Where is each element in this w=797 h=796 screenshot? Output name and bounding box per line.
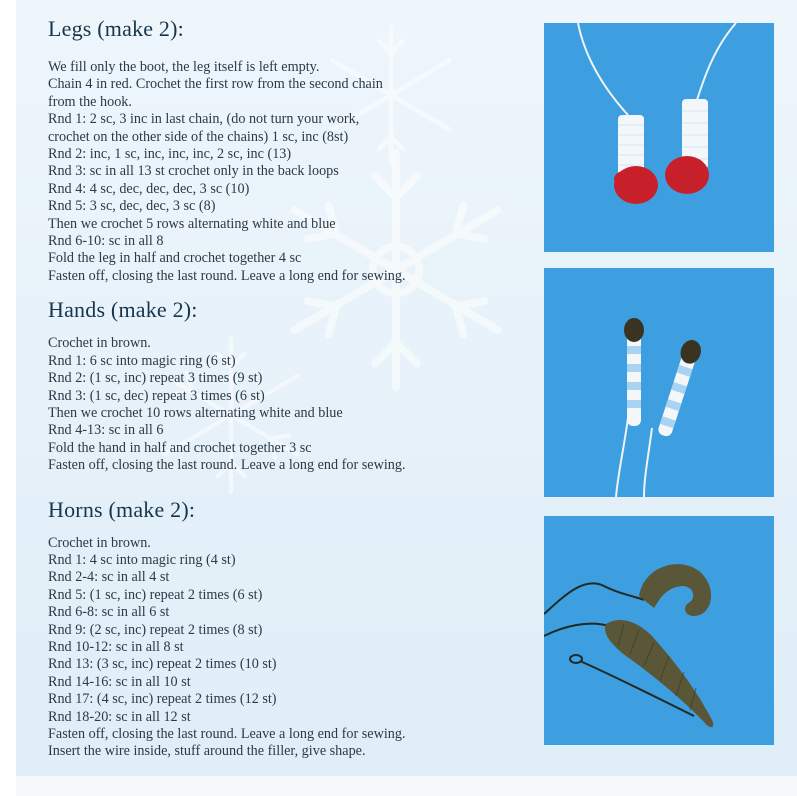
instruction-line: Rnd 10-12: sc in all 8 st — [48, 638, 184, 655]
instruction-line: Then we crochet 10 rows alternating white and blue — [48, 404, 343, 421]
instruction-line: from the hook. — [48, 93, 132, 110]
instruction-line: Fasten off, closing the last round. Leave a long end for sewing. — [48, 726, 406, 742]
instruction-line: Fold the hand in half and crochet together 3 sc — [48, 439, 312, 456]
section-title: Legs (make 2): — [48, 16, 184, 41]
instruction-line: Fold the leg in half and crochet together 4 sc — [48, 250, 302, 267]
instruction-line: Rnd 14-16: sc in all 10 st — [48, 673, 191, 690]
horns-photo — [544, 516, 774, 745]
instruction-line: Rnd 5: 3 sc, dec, dec, 3 sc (8) — [48, 198, 216, 215]
instruction-line: Rnd 1: 6 sc into magic ring (6 st) — [48, 352, 236, 369]
instruction-line: Rnd 2: (1 sc, inc) repeat 3 times (9 st) — [48, 370, 263, 387]
instruction-line: Insert the wire inside, stuff around the filler, give shape. — [48, 743, 366, 760]
hands-photo — [544, 268, 774, 497]
instruction-line: Rnd 3: (1 sc, dec) repeat 3 times (6 st) — [48, 387, 265, 404]
instruction-line: Rnd 5: (1 sc, inc) repeat 2 times (6 st) — [48, 586, 263, 603]
instruction-line: Then we crochet 5 rows alternating white and blue — [48, 215, 336, 232]
section-horns — [48, 497, 528, 761]
section-legs — [48, 16, 528, 285]
section-title: Horns (make 2): — [48, 496, 196, 522]
instruction-line: Rnd 2: inc, 1 sc, inc, inc, inc, 2 sc, inc (13) — [48, 146, 292, 163]
instruction-line: Crochet in brown. — [48, 335, 151, 352]
instruction-line: Rnd 6-8: sc in all 6 st — [48, 604, 170, 621]
instruction-line: Rnd 2-4: sc in all 4 st — [48, 569, 170, 586]
instruction-line: Rnd 6-10: sc in all 8 — [48, 233, 164, 250]
legs-photo — [544, 23, 774, 252]
instruction-line: Rnd 1: 4 sc into magic ring (4 st) — [48, 551, 236, 568]
instruction-line: We fill only the boot, the leg itself is left empty. — [48, 59, 320, 75]
instructions-column — [48, 16, 528, 761]
instruction-line: Rnd 4-13: sc in all 6 — [48, 422, 164, 439]
instruction-line: Rnd 9: (2 sc, inc) repeat 2 times (8 st) — [48, 621, 263, 638]
section-hands — [48, 297, 528, 474]
instruction-line: Rnd 13: (3 sc, inc) repeat 2 times (10 st) — [48, 656, 277, 673]
instruction-line: Crochet in brown. — [48, 534, 151, 551]
bottom-strip — [16, 776, 797, 796]
instruction-line: Fasten off, closing the last round. Leave a long end for sewing. — [48, 267, 406, 284]
section-title: Hands (make 2): — [48, 297, 198, 323]
instruction-line: Rnd 17: (4 sc, inc) repeat 2 times (12 st) — [48, 691, 277, 708]
instruction-line: crochet on the other side of the chains) 1 sc, inc (8st) — [48, 128, 349, 145]
instruction-line: Chain 4 in red. Crochet the first row from the second chain — [48, 76, 383, 93]
instruction-line: Rnd 18-20: sc in all 12 st — [48, 708, 191, 725]
instruction-line: Rnd 4: 4 sc, dec, dec, dec, 3 sc (10) — [48, 180, 250, 197]
instruction-line: Rnd 1: 2 sc, 3 inc in last chain, (do not turn your work, — [48, 111, 360, 128]
pattern-card — [16, 0, 797, 776]
instruction-line: Fasten off, closing the last round. Leave a long end for sewing. — [48, 457, 406, 474]
instruction-line: Rnd 3: sc in all 13 st crochet only in the back loops — [48, 163, 339, 180]
